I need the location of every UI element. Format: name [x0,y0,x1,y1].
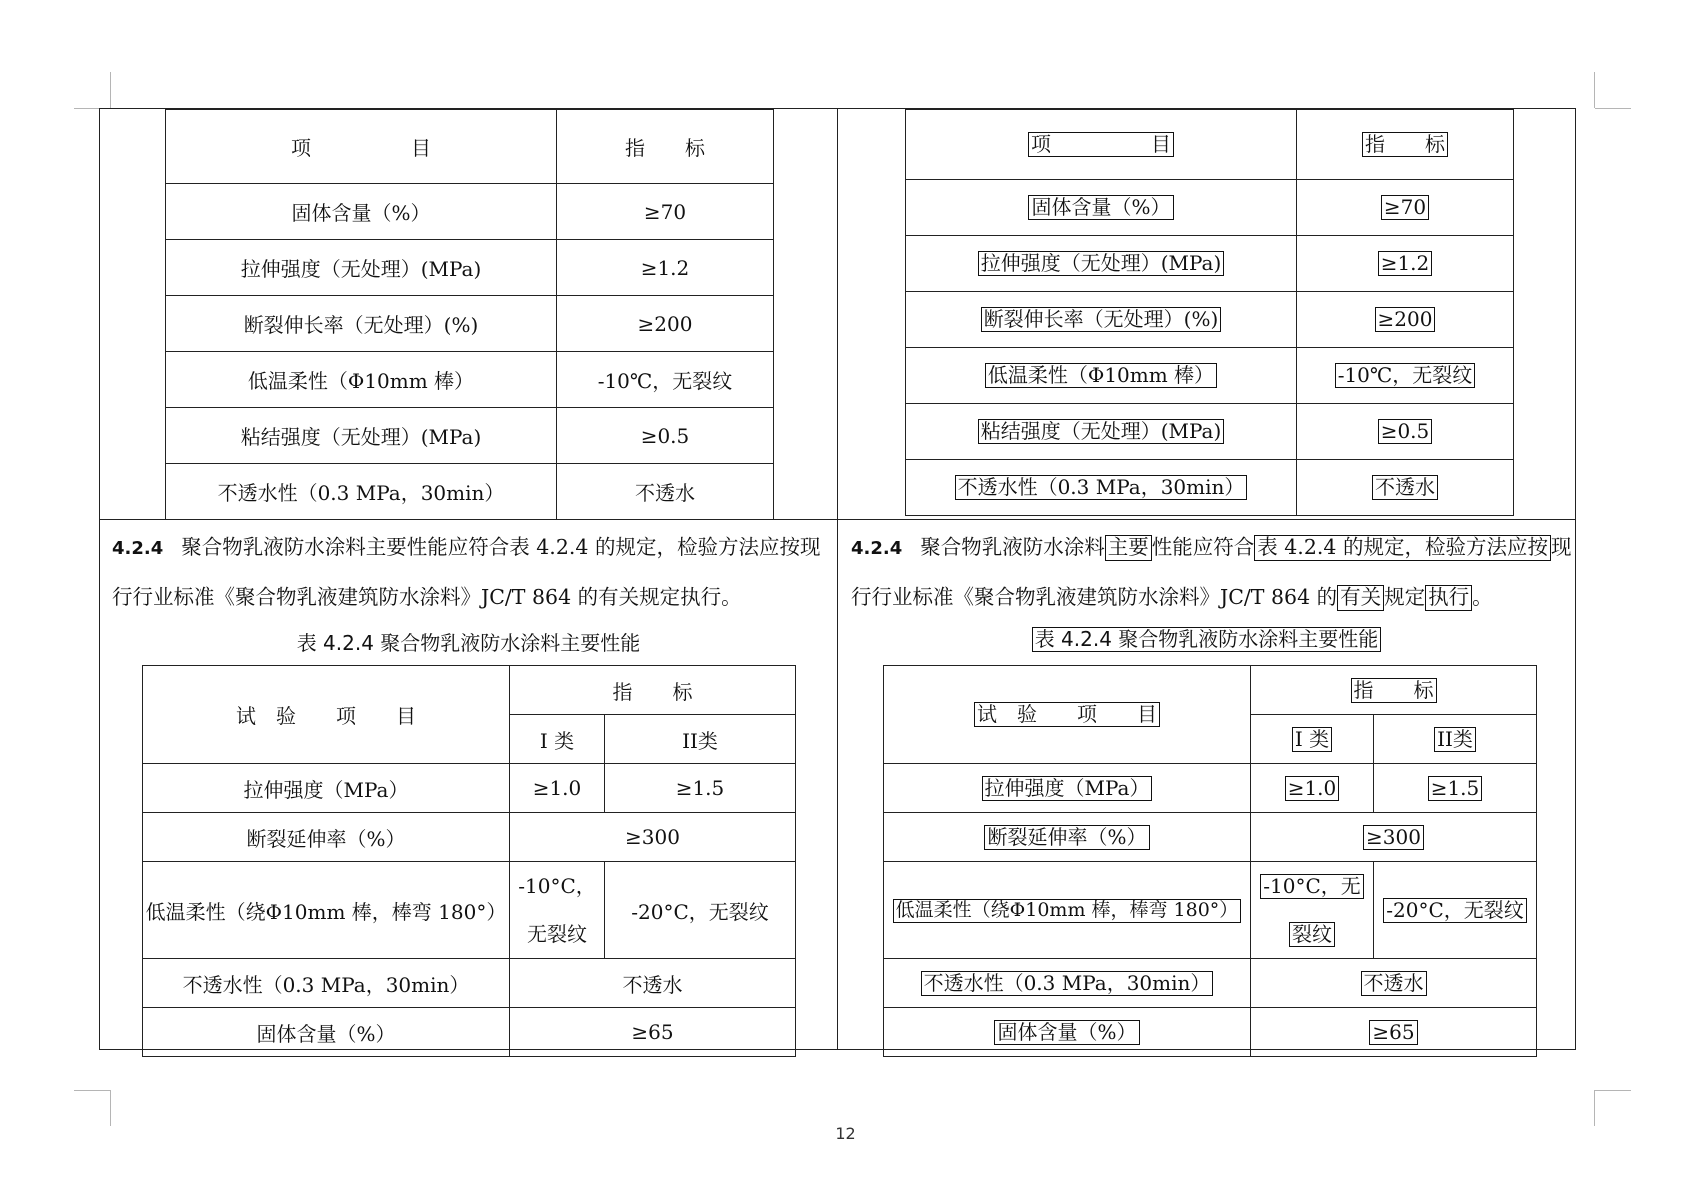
row-value: ≥65 [1369,1020,1417,1045]
table-row [166,352,774,408]
row-value: ≥300 [1363,825,1424,850]
row-value: 不透水 [557,464,774,520]
row-value: ≥65 [510,1008,796,1057]
table-row [906,460,1514,516]
column-divider [837,109,838,1049]
clause-line-2: 行行业标准《聚合物乳液建筑防水涂料》JC/T 864 的有关规定执行。 [112,585,742,609]
row-item: 不透水性（0.3 MPa，30min） [955,475,1248,500]
header-item: 试 验 项 目 [143,666,510,764]
table-row [884,1008,1537,1057]
value-line: -10°C，无 [1260,874,1364,899]
clause-text: 性能应符合 [1151,535,1255,559]
table-row [143,764,796,813]
row-item: 固体含量（%） [166,184,557,240]
table-row [143,813,796,862]
clause-text: 行行业标准《聚合物乳液建筑防水涂料》JC/T 864 的 [851,585,1338,609]
header-class-2: II类 [605,715,796,764]
value-line: -10°C， [518,874,596,898]
revision-box: 有关 [1337,585,1384,611]
crop-mark [1595,108,1631,109]
crop-mark [1595,1090,1631,1091]
header-index: 指 标 [1351,678,1437,703]
bottom-left-table [142,665,796,1057]
table-row [906,292,1514,348]
row-value: -10℃，无裂纹 [557,352,774,408]
row-value: ≥0.5 [1378,419,1433,444]
row-item: 固体含量（%） [143,1008,510,1057]
row-item: 断裂伸长率（无处理）(%) [981,307,1222,332]
row-item: 拉伸强度（无处理）(MPa) [166,240,557,296]
row-value: ≥300 [510,813,796,862]
row-value: ≥70 [557,184,774,240]
header-class-1: I 类 [510,715,605,764]
top-left-table [165,109,774,520]
row-item: 断裂伸长率（无处理）(%) [166,296,557,352]
row-item: 粘结强度（无处理）(MPa) [978,419,1225,444]
table-row [906,348,1514,404]
table-row [143,862,796,959]
table-row [166,240,774,296]
clause-paragraph-left [112,523,820,621]
header-index: 指 标 [510,666,796,715]
table-row [884,862,1537,959]
row-item: 拉伸强度（MPa） [982,776,1153,801]
clause-line-1: 聚合物乳液防水涂料主要性能应符合表 4.2.4 的规定，检验方法应按现 [181,535,821,559]
clause-paragraph-right [851,523,1571,621]
row-item: 断裂延伸率（%） [143,813,510,862]
table-row [143,959,796,1008]
revision-box: 执行 [1425,585,1472,611]
clause-text: 规定 [1384,585,1426,609]
header-class-1: I 类 [1292,727,1332,752]
table-row [884,813,1537,862]
header-item: 试 验 项 目 [974,702,1160,727]
row-item: 不透水性（0.3 MPa，30min） [143,959,510,1008]
header-index: 指 标 [557,110,774,184]
row-item: 粘结强度（无处理）(MPa) [166,408,557,464]
revision-box: 表 4.2.4 的规定，检验方法应按 [1254,535,1551,561]
table-row [884,959,1537,1008]
row-value: ≥1.5 [1428,776,1483,801]
crop-mark [110,1090,111,1126]
row-item: 拉伸强度（MPa） [143,764,510,813]
caption-box: 表 4.2.4 聚合物乳液防水涂料主要性能 [1032,627,1382,652]
row-item: 低温柔性（Φ10mm 棒） [166,352,557,408]
clause-text: 。 [1472,585,1493,609]
row-value: ≥1.2 [557,240,774,296]
table-row [166,464,774,520]
row-value: -10℃，无裂纹 [1335,363,1476,388]
row-value: -20°C，无裂纹 [605,862,796,959]
clause-text: 现 [1550,535,1572,559]
row-item: 低温柔性（Φ10mm 棒） [985,363,1217,388]
row-item: 低温柔性（绕Φ10mm 棒，棒弯 180°） [893,899,1242,923]
table-row [143,1008,796,1057]
top-right-table [905,109,1514,516]
row-value: ≥1.0 [1285,776,1340,801]
row-item: 低温柔性（绕Φ10mm 棒，棒弯 180°） [143,862,510,959]
row-item: 不透水性（0.3 MPa，30min） [921,971,1214,996]
row-value: ≥1.0 [510,764,605,813]
table-row [166,408,774,464]
row-value: ≥0.5 [557,408,774,464]
clause-number: 4.2.4 [851,538,903,559]
row-item: 不透水性（0.3 MPa，30min） [166,464,557,520]
revision-box: 主要 [1105,535,1152,561]
crop-mark [1594,1090,1595,1126]
page-number: 12 [835,1124,856,1143]
row-value: -20°C，无裂纹 [1383,898,1527,923]
row-value: ≥70 [1381,195,1429,220]
row-value: 不透水 [1372,475,1438,500]
crop-mark [1594,72,1595,108]
row-value: ≥200 [1375,307,1436,332]
table-row [906,404,1514,460]
comparison-frame [99,108,1576,1050]
table-row [884,764,1537,813]
header-item: 项 目 [1028,132,1174,157]
table-caption-right [838,627,1575,652]
clause-number: 4.2.4 [112,538,164,559]
table-row [166,296,774,352]
table-caption-left: 表 4.2.4 聚合物乳液防水涂料主要性能 [296,631,641,655]
row-value: 不透水 [1361,971,1427,996]
crop-mark [74,1090,110,1091]
value-line: 裂纹 [1289,922,1335,947]
header-item: 项 目 [166,110,557,184]
table-row [166,184,774,240]
row-value [510,862,605,959]
row-item: 固体含量（%） [1028,195,1173,220]
table-row [906,180,1514,236]
bottom-right-table [883,665,1537,1057]
row-value: 不透水 [510,959,796,1008]
row-item: 断裂延伸率（%） [984,825,1149,850]
clause-text: 聚合物乳液防水涂料 [920,535,1105,559]
crop-mark [110,72,111,108]
table-row [906,236,1514,292]
row-value: ≥1.5 [605,764,796,813]
row-value: ≥200 [557,296,774,352]
row-item: 固体含量（%） [994,1020,1139,1045]
row-value: ≥1.2 [1378,251,1433,276]
header-index: 指 标 [1362,132,1448,157]
value-line: 无裂纹 [527,922,587,946]
row-item: 拉伸强度（无处理）(MPa) [978,251,1225,276]
header-class-2: II类 [1434,727,1476,752]
